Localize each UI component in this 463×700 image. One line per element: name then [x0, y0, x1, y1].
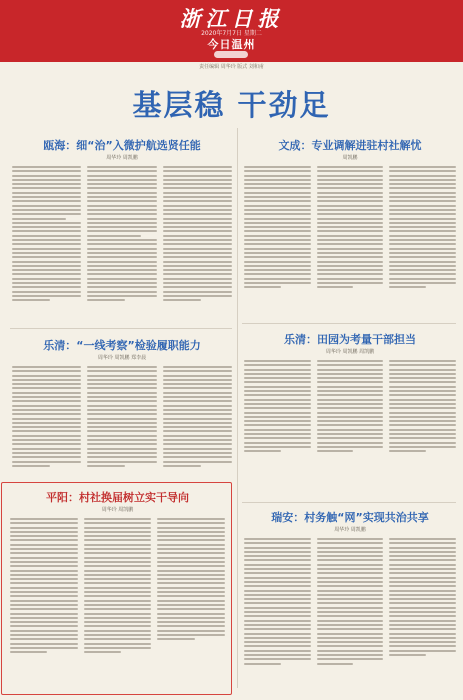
- article-yueqing-inspection[interactable]: [12, 337, 232, 467]
- article-body: [244, 360, 456, 452]
- article-body: [10, 518, 225, 653]
- masthead: [0, 0, 463, 62]
- newspaper-logo: 浙江日报: [179, 6, 284, 31]
- article-pingyang[interactable]: [10, 489, 225, 653]
- article-body: [12, 366, 232, 467]
- article-headline[interactable]: 瓯海：细“治”入微护航选贤任能: [43, 139, 201, 152]
- article-byline: 周华玲 周凯鹏: [101, 507, 134, 513]
- article-byline: 周华玲 周凯鹏 周凯鹏: [325, 349, 375, 355]
- section-divider: [242, 502, 456, 503]
- article-body: [244, 166, 456, 288]
- article-wencheng[interactable]: [244, 137, 456, 288]
- article-ruian[interactable]: [244, 509, 456, 665]
- column-divider: [237, 128, 238, 688]
- article-body: [12, 166, 232, 301]
- editor-line: 责任编辑 周华玲 版式 刘和甫: [199, 64, 264, 70]
- article-headline[interactable]: 平阳：村社换届树立实干导向: [46, 491, 189, 504]
- article-headline[interactable]: 乐清：田园为考量干部担当: [284, 333, 416, 346]
- article-headline[interactable]: 乐清：“一线考察”检验履职能力: [43, 339, 201, 352]
- article-yueqing-field[interactable]: [244, 331, 456, 452]
- article-byline: 周华玲 周凯鹏: [334, 527, 366, 533]
- article-byline: 周华玲 周凯鹏 郑李晨: [97, 355, 147, 361]
- article-headline[interactable]: 瑞安：村务触“网”实现共治共享: [271, 511, 429, 524]
- article-byline: 周华玲 周凯鹏: [106, 155, 138, 161]
- issue-date: 2020年7月7日 星期二: [201, 30, 262, 37]
- article-byline: 周凯鹏: [342, 155, 358, 161]
- page-main-title: 基层稳 干劲足: [132, 88, 331, 122]
- section-divider: [10, 328, 232, 329]
- section-divider: [242, 323, 456, 324]
- article-ouhai[interactable]: [12, 137, 232, 301]
- edition-title: 今日温州: [207, 38, 256, 51]
- article-body: [244, 538, 456, 665]
- edition-pill: [214, 51, 248, 58]
- article-headline[interactable]: 文成：专业调解进驻村社解忧: [278, 139, 422, 152]
